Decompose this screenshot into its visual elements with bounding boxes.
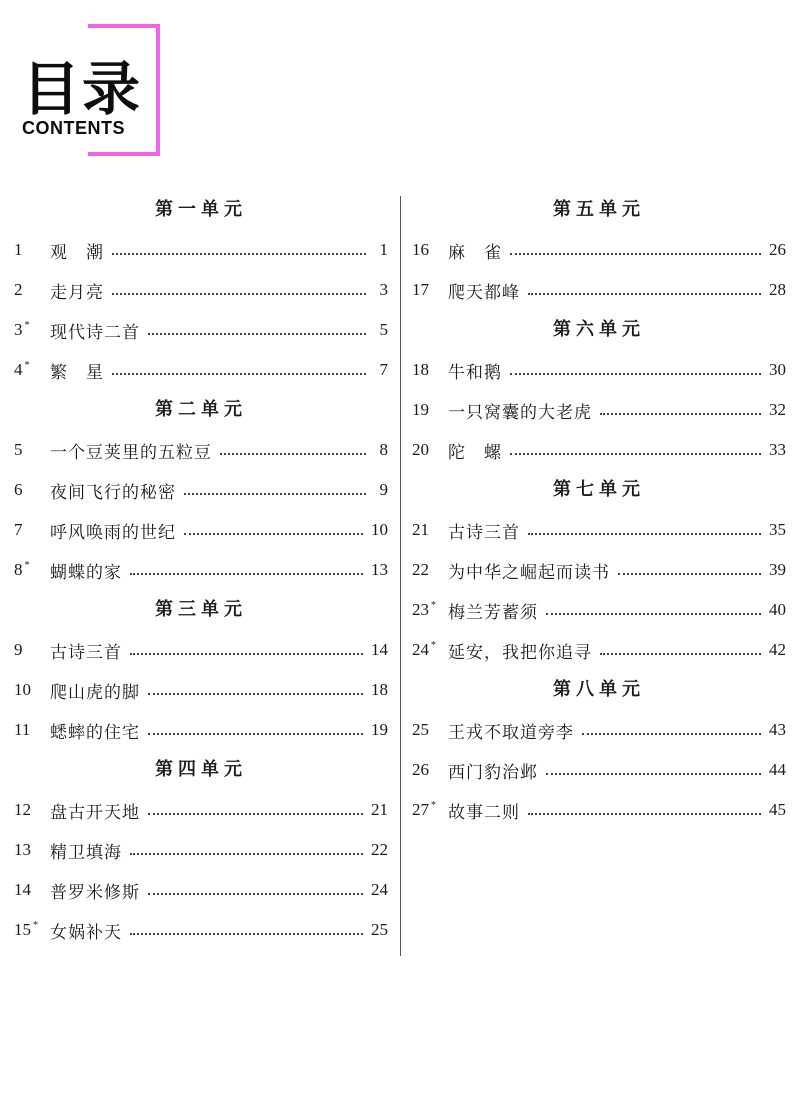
dot-leader [546, 772, 761, 775]
lesson-number [14, 520, 50, 540]
lesson-title: 爬山虎的脚 [50, 682, 140, 703]
dot-leader [528, 292, 761, 295]
lesson-number [412, 600, 448, 620]
toc-entry[interactable] [14, 670, 388, 710]
lesson-number [412, 760, 448, 780]
dot-leader [148, 332, 366, 335]
page-number: 1 [379, 240, 388, 259]
lesson-number-text: 4 [14, 360, 23, 379]
page-number: 25 [371, 920, 388, 939]
page-number: 35 [769, 520, 786, 539]
lesson-title: 爬天都峰 [448, 282, 520, 303]
toc-entry[interactable] [14, 790, 388, 830]
unit-heading: 第六单元 [553, 319, 645, 340]
optional-lesson-star: * [431, 640, 436, 652]
lesson-title: 呼风唤雨的世纪 [50, 522, 176, 543]
lesson-title: 夜间飞行的秘密 [50, 482, 176, 503]
lesson-number-text: 11 [14, 720, 31, 739]
page-number: 45 [769, 800, 786, 819]
lesson-title: 故事二则 [448, 802, 520, 823]
optional-lesson-star: * [431, 800, 436, 812]
dot-leader [510, 252, 761, 255]
lesson-title: 古诗三首 [448, 522, 520, 543]
dot-leader [148, 892, 363, 895]
optional-lesson-star: * [24, 320, 30, 332]
lesson-number [14, 800, 50, 820]
dot-leader [130, 852, 363, 855]
page-number: 9 [379, 480, 388, 499]
lesson-title: 走月亮 [50, 282, 104, 303]
lesson-number [14, 720, 50, 740]
lesson-title: 现代诗二首 [50, 322, 140, 343]
lesson-number [14, 480, 50, 500]
toc-entry[interactable] [14, 230, 388, 270]
lesson-number-text: 13 [14, 840, 31, 859]
page-number: 21 [371, 800, 388, 819]
toc-entry[interactable] [412, 630, 786, 670]
lesson-title: 蟋蟀的住宅 [50, 722, 140, 743]
unit-heading: 第八单元 [553, 679, 645, 700]
page-number: 7 [379, 360, 388, 379]
toc-entry[interactable] [412, 790, 786, 830]
page-number: 44 [769, 760, 786, 779]
lesson-title: 观 潮 [50, 242, 104, 263]
lesson-title: 盘古开天地 [50, 802, 140, 823]
dot-leader [148, 692, 363, 695]
page-number: 18 [371, 680, 388, 699]
page-number: 42 [769, 640, 786, 659]
lesson-title: 为中华之崛起而读书 [448, 562, 610, 583]
toc-entry[interactable] [412, 430, 786, 470]
page-number: 24 [371, 880, 388, 899]
dot-leader [528, 812, 761, 815]
dot-leader [528, 532, 761, 535]
toc-entry[interactable] [412, 710, 786, 750]
toc-entry[interactable] [14, 630, 388, 670]
lesson-number [14, 560, 50, 580]
lesson-title: 精卫填海 [50, 842, 122, 863]
lesson-title: 延安，我把你追寻 [448, 642, 592, 663]
toc-header [18, 24, 170, 160]
page-number: 30 [769, 360, 786, 379]
page-number: 26 [769, 240, 786, 259]
dot-leader [130, 652, 363, 655]
lesson-number [14, 240, 50, 260]
lesson-number [412, 520, 448, 540]
lesson-title: 西门豹治邺 [448, 762, 538, 783]
toc-entry[interactable] [14, 910, 388, 950]
lesson-number-text: 8 [14, 560, 23, 579]
lesson-number-text: 15 [14, 920, 31, 939]
lesson-title: 女娲补天 [50, 922, 122, 943]
lesson-number [412, 400, 448, 420]
lesson-number [412, 360, 448, 380]
lesson-number-text: 10 [14, 680, 31, 699]
toc-entry[interactable] [412, 590, 786, 630]
page-number: 14 [371, 640, 388, 659]
toc-entry[interactable] [14, 270, 388, 310]
page-number: 33 [769, 440, 786, 459]
unit-heading: 第五单元 [553, 199, 645, 220]
lesson-number-text: 3 [14, 320, 23, 339]
page-number: 39 [769, 560, 786, 579]
page-title: 目录 [22, 55, 143, 123]
dot-leader [510, 372, 761, 375]
dot-leader [510, 452, 761, 455]
lesson-number [412, 640, 448, 660]
lesson-title: 一只窝囊的大老虎 [448, 402, 592, 423]
optional-lesson-star: * [431, 600, 436, 612]
lesson-number-text: 7 [14, 520, 23, 539]
lesson-title: 一个豆荚里的五粒豆 [50, 442, 212, 463]
column-divider [400, 196, 401, 956]
page-number: 28 [769, 280, 786, 299]
toc-entry[interactable] [412, 550, 786, 590]
toc-entry[interactable] [14, 710, 388, 750]
toc-right-column [412, 190, 786, 830]
lesson-number-text: 12 [14, 800, 31, 819]
lesson-number [14, 440, 50, 460]
toc-left-column [14, 190, 388, 950]
lesson-number-text: 20 [412, 440, 429, 459]
lesson-number [14, 640, 50, 660]
lesson-number [14, 360, 50, 380]
lesson-number-text: 24 [412, 640, 429, 659]
dot-leader [618, 572, 761, 575]
toc-entry[interactable] [412, 270, 786, 310]
lesson-number-text: 16 [412, 240, 429, 259]
page-number: 10 [371, 520, 388, 539]
dot-leader [148, 812, 363, 815]
lesson-title: 繁 星 [50, 362, 104, 383]
unit-heading: 第七单元 [553, 479, 645, 500]
page-number: 13 [371, 560, 388, 579]
lesson-number-text: 18 [412, 360, 429, 379]
dot-leader [130, 572, 363, 575]
lesson-number-text: 26 [412, 760, 429, 779]
dot-leader [184, 492, 366, 495]
lesson-number [14, 920, 50, 940]
lesson-title: 麻 雀 [448, 242, 502, 263]
dot-leader [112, 252, 366, 255]
lesson-number-text: 5 [14, 440, 23, 459]
lesson-title: 牛和鹅 [448, 362, 502, 383]
toc-entry[interactable] [14, 430, 388, 470]
toc-entry[interactable] [412, 510, 786, 550]
page-number: 5 [379, 320, 388, 339]
dot-leader [600, 412, 761, 415]
dot-leader [112, 372, 366, 375]
lesson-number-text: 19 [412, 400, 429, 419]
lesson-number [412, 560, 448, 580]
toc-entry[interactable] [412, 350, 786, 390]
dot-leader [582, 732, 761, 735]
page-number: 19 [371, 720, 388, 739]
dot-leader [130, 932, 363, 935]
lesson-number-text: 9 [14, 640, 23, 659]
lesson-number-text: 23 [412, 600, 429, 619]
lesson-number-text: 2 [14, 280, 23, 299]
toc-entry[interactable] [14, 310, 388, 350]
page-subtitle: CONTENTS [22, 118, 125, 138]
optional-lesson-star: * [24, 560, 30, 572]
lesson-title: 王戎不取道旁李 [448, 722, 574, 743]
page-number: 3 [379, 280, 388, 299]
lesson-title: 陀 螺 [448, 442, 502, 463]
optional-lesson-star: * [24, 360, 30, 372]
lesson-number [412, 720, 448, 740]
lesson-number [412, 280, 448, 300]
lesson-title: 古诗三首 [50, 642, 122, 663]
toc-entry[interactable] [14, 550, 388, 590]
toc-entry[interactable] [14, 870, 388, 910]
dot-leader [148, 732, 363, 735]
dot-leader [220, 452, 366, 455]
lesson-title: 梅兰芳蓄须 [448, 602, 538, 623]
lesson-title: 蝴蝶的家 [50, 562, 122, 583]
lesson-number-text: 25 [412, 720, 429, 739]
lesson-number [14, 840, 50, 860]
unit-heading: 第二单元 [155, 399, 247, 420]
dot-leader [112, 292, 366, 295]
dot-leader [546, 612, 761, 615]
lesson-number [14, 320, 50, 340]
page-number: 40 [769, 600, 786, 619]
toc-entry[interactable] [14, 350, 388, 390]
toc-entry[interactable] [412, 230, 786, 270]
toc-entry[interactable] [412, 390, 786, 430]
dot-leader [184, 532, 363, 535]
lesson-number-text: 6 [14, 480, 23, 499]
lesson-number [412, 440, 448, 460]
unit-heading: 第三单元 [155, 599, 247, 620]
lesson-number-text: 1 [14, 240, 23, 259]
lesson-number [412, 240, 448, 260]
lesson-number-text: 27 [412, 800, 429, 819]
page-number: 43 [769, 720, 786, 739]
unit-heading: 第一单元 [155, 199, 247, 220]
lesson-number-text: 21 [412, 520, 429, 539]
page-number: 8 [379, 440, 388, 459]
lesson-number [14, 880, 50, 900]
lesson-number-text: 22 [412, 560, 429, 579]
lesson-number [412, 800, 448, 820]
unit-heading: 第四单元 [155, 759, 247, 780]
lesson-title: 普罗米修斯 [50, 882, 140, 903]
lesson-number-text: 14 [14, 880, 31, 899]
lesson-number [14, 280, 50, 300]
toc-entry[interactable] [14, 830, 388, 870]
toc-entry[interactable] [14, 470, 388, 510]
toc-entry[interactable] [14, 510, 388, 550]
toc-entry[interactable] [412, 750, 786, 790]
lesson-number-text: 17 [412, 280, 429, 299]
lesson-number [14, 680, 50, 700]
page-number: 22 [371, 840, 388, 859]
page-number: 32 [769, 400, 786, 419]
dot-leader [600, 652, 761, 655]
optional-lesson-star: * [33, 920, 38, 932]
